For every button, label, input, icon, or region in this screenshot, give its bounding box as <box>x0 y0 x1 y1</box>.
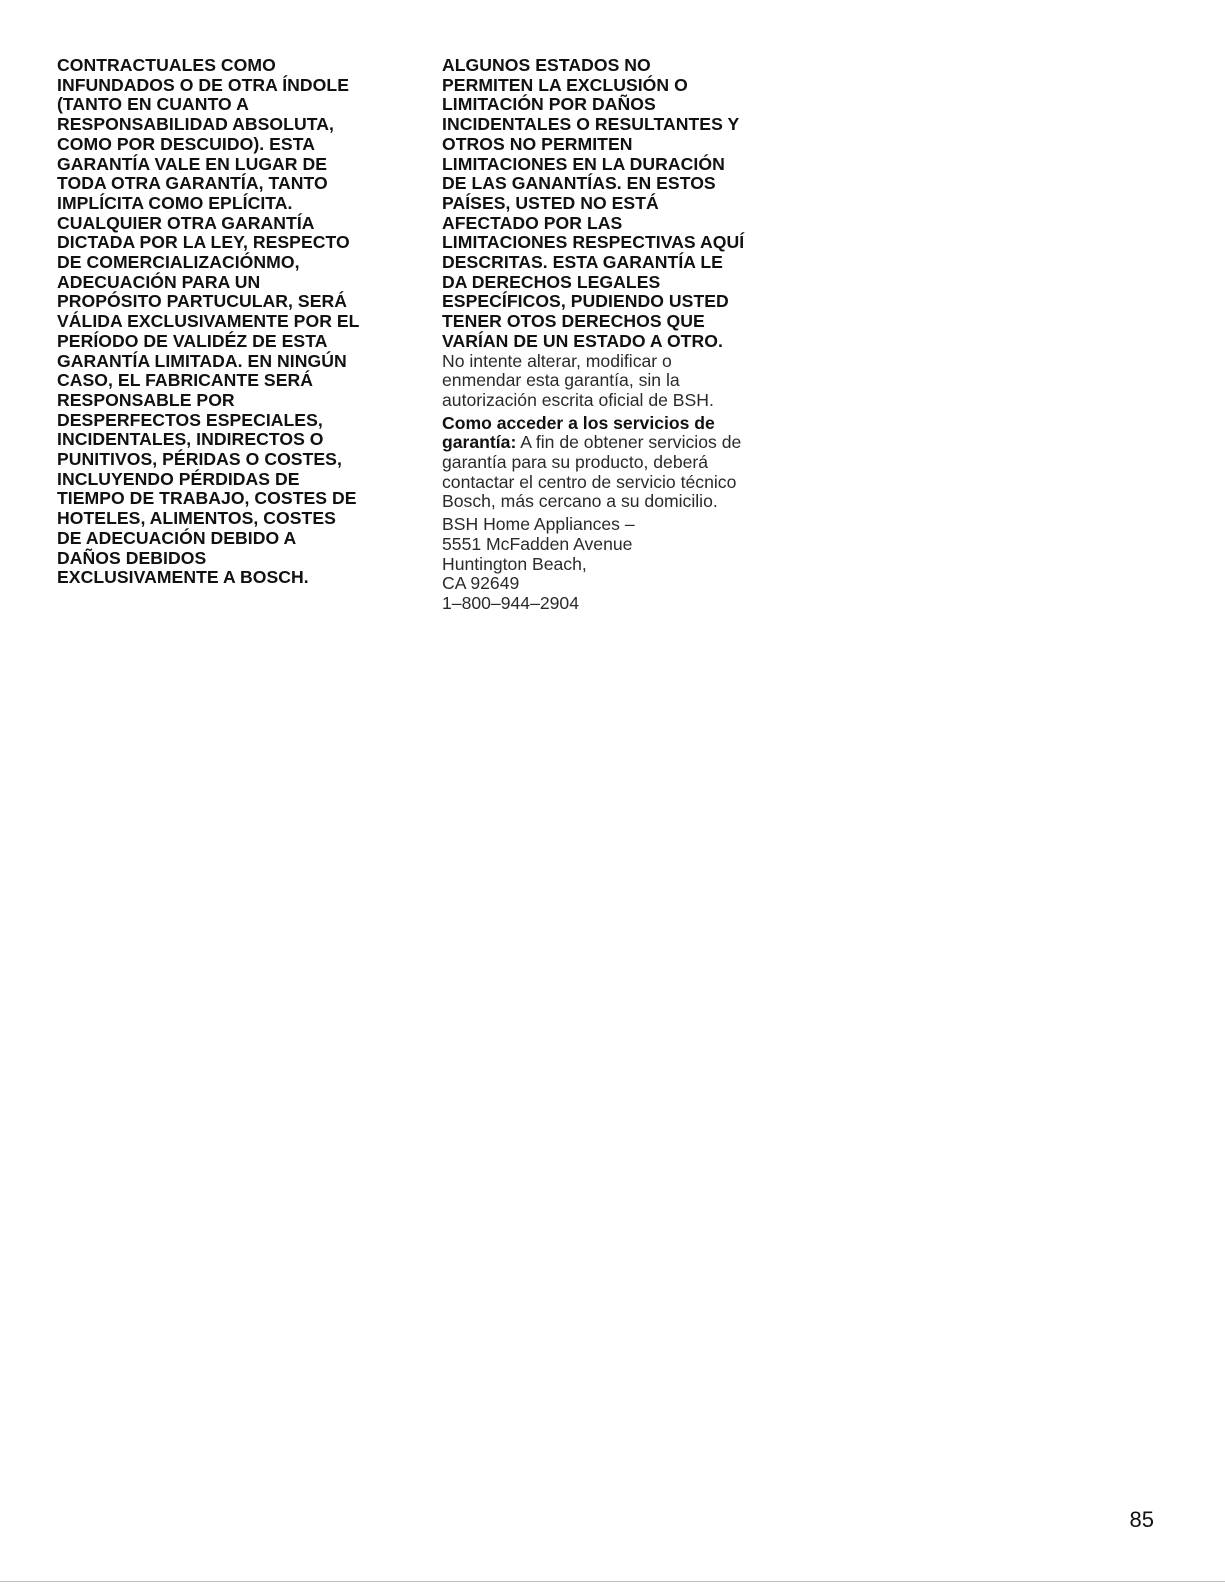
text-line: EXCLUSIVAMENTE A BOSCH. <box>57 567 309 588</box>
text-line: PAÍSES, USTED NO ESTÁ <box>442 192 659 213</box>
text-line <box>442 433 802 453</box>
text-line: DESCRITAS. ESTA GARANTÍA LE <box>442 252 723 273</box>
text-line: RESPONSABILIDAD ABSOLUTA, <box>57 114 334 135</box>
text-line: DICTADA POR LA LEY, RESPECTO <box>57 232 350 253</box>
text-line: PUNITIVOS, PÉRIDAS O COSTES, <box>57 449 342 470</box>
text-line: VÁLIDA EXCLUSIVAMENTE POR EL <box>57 311 360 332</box>
text-line: PERMITEN LA EXCLUSIÓN O <box>442 74 688 95</box>
text-line: autorización escrita oficial de BSH. <box>442 389 714 410</box>
text-line: CONTRACTUALES COMO <box>57 55 276 75</box>
text-line: DAÑOS DEBIDOS <box>57 547 207 568</box>
address-phone: 1–800–944–2904 <box>442 592 579 613</box>
text-line: OTROS NO PERMITEN <box>442 133 633 154</box>
text-line: (TANTO EN CUANTO A <box>57 94 249 115</box>
text-line: DA DERECHOS LEGALES <box>442 271 661 292</box>
text-line: INCIDENTALES, INDIRECTOS O <box>57 429 324 450</box>
address-company: BSH Home Appliances – <box>442 514 635 535</box>
text-line: RESPONSABLE POR <box>57 389 235 410</box>
text-line: COMO POR DESCUIDO). ESTA <box>57 133 315 154</box>
text-line: Bosch, más cercano a su domicilio. <box>442 491 718 512</box>
limitations-paragraph <box>442 56 802 352</box>
left-column <box>57 56 402 588</box>
text-line: ALGUNOS ESTADOS NO <box>442 55 651 75</box>
service-heading-label: garantía: <box>442 432 517 453</box>
bottom-rule <box>0 1581 1225 1582</box>
alteration-notice <box>442 352 802 411</box>
address-city: Huntington Beach, <box>442 553 587 574</box>
service-text: A fin de obtener servicios de <box>516 432 742 453</box>
text-line: AFECTADO POR LAS <box>442 212 623 233</box>
text-line: DE ADECUACIÓN DEBIDO A <box>57 527 297 548</box>
address-street: 5551 McFadden Avenue <box>442 533 633 554</box>
text-line: HOTELES, ALIMENTOS, COSTES <box>57 508 336 529</box>
service-section <box>442 414 802 513</box>
text-line: TODA OTRA GARANTÍA, TANTO <box>57 173 328 194</box>
page-number: 85 <box>1129 1507 1154 1532</box>
address-block <box>442 515 802 614</box>
text-line: DE LAS GANANTÍAS. EN ESTOS <box>442 173 716 194</box>
text-line: PERÍODO DE VALIDÉZ DE ESTA <box>57 330 328 351</box>
text-line: TIEMPO DE TRABAJO, COSTES DE <box>57 488 357 509</box>
text-line: CASO, EL FABRICANTE SERÁ <box>57 370 314 391</box>
text-line: garantía para su producto, deberá <box>442 452 709 473</box>
text-line: INFUNDADOS O DE OTRA ÍNDOLE <box>57 74 349 95</box>
text-line: CUALQUIER OTRA GARANTÍA <box>57 212 315 233</box>
text-line: enmendar esta garantía, sin la <box>442 370 680 391</box>
service-heading: Como acceder a los servicios de <box>442 412 715 433</box>
text-line: No intente alterar, modificar o <box>442 350 672 371</box>
text-line: TENER OTOS DERECHOS QUE <box>442 311 705 332</box>
text-line: LIMITACIONES RESPECTIVAS AQUÍ <box>442 232 745 253</box>
text-line: PROPÓSITO PARTUCULAR, SERÁ <box>57 291 347 312</box>
text-line: LIMITACIÓN POR DAÑOS <box>442 94 656 115</box>
text-line: VARÍAN DE UN ESTADO A OTRO. <box>442 330 723 351</box>
text-line: LIMITACIONES EN LA DURACIÓN <box>442 153 725 174</box>
text-line: GARANTÍA VALE EN LUGAR DE <box>57 153 328 174</box>
text-line: GARANTÍA LIMITADA. EN NINGÚN <box>57 350 347 371</box>
text-line: DE COMERCIALIZACIÓNMO, <box>57 252 300 273</box>
right-column <box>442 56 802 614</box>
text-line: ADECUACIÓN PARA UN <box>57 271 261 292</box>
address-zip: CA 92649 <box>442 573 520 594</box>
text-line: contactar el centro de servicio técnico <box>442 471 737 492</box>
text-line: INCLUYENDO PÉRDIDAS DE <box>57 468 300 489</box>
text-line: IMPLÍCITA COMO EPLÍCITA. <box>57 192 293 213</box>
text-line: DESPERFECTOS ESPECIALES, <box>57 409 323 430</box>
text-line: INCIDENTALES O RESULTANTES Y <box>442 114 740 135</box>
text-line: ESPECÍFICOS, PUDIENDO USTED <box>442 291 729 312</box>
